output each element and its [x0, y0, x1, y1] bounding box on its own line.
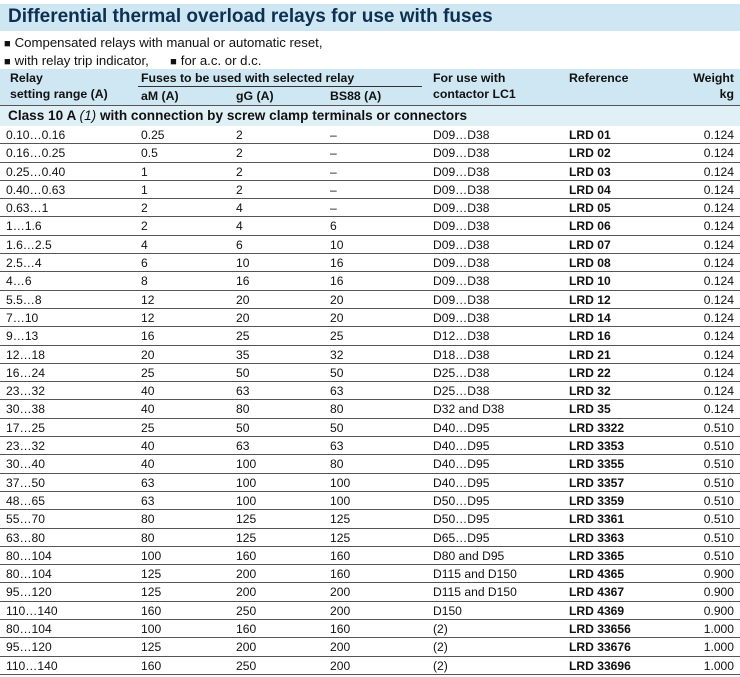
- cell-setting-range: 30…38: [6, 402, 45, 417]
- table-row: [0, 254, 740, 272]
- cell-fuse-gg: 100: [236, 457, 257, 472]
- header-contactor-lc1: contactor LC1: [433, 87, 516, 101]
- cell-fuse-am: 100: [141, 548, 162, 563]
- table-row: [0, 455, 740, 473]
- cell-fuse-bs88: 6: [330, 219, 337, 234]
- table-row: [0, 163, 740, 181]
- cell-fuse-am: 12: [141, 292, 155, 307]
- table-row: [0, 364, 740, 382]
- cell-fuse-am: 0.25: [141, 128, 165, 142]
- cell-setting-range: 63…80: [6, 530, 45, 545]
- header-bs88: BS88 (A): [330, 89, 382, 103]
- cell-reference: LRD 4367: [569, 585, 625, 600]
- cell-setting-range: 110…140: [6, 603, 58, 618]
- cell-fuse-gg: 63: [236, 439, 250, 454]
- cell-reference: LRD 02: [569, 146, 611, 161]
- title-bar: [0, 4, 740, 31]
- cell-fuse-am: 100: [141, 622, 162, 637]
- cell-fuse-gg: 200: [236, 585, 257, 600]
- cell-reference: LRD 21: [569, 347, 611, 362]
- cell-fuse-bs88: 160: [330, 622, 351, 637]
- cell-weight: 0.510: [703, 512, 734, 527]
- cell-contactor: D80 and D95: [433, 548, 505, 563]
- cell-weight: 0.510: [703, 548, 734, 563]
- cell-setting-range: 7…10: [6, 310, 39, 325]
- cell-fuse-gg: 2: [236, 146, 243, 161]
- cell-contactor: D40…D95: [433, 457, 490, 472]
- cell-fuse-am: 4: [141, 237, 148, 252]
- cell-contactor: D09…D38: [433, 182, 490, 197]
- table-row: [0, 236, 740, 254]
- cell-fuse-am: 2: [141, 219, 148, 234]
- cell-fuse-am: 40: [141, 457, 155, 472]
- header-weight-unit: kg: [719, 87, 734, 101]
- cell-reference: LRD 4369: [569, 603, 625, 618]
- cell-fuse-bs88: –: [330, 201, 337, 216]
- table-row: [0, 620, 740, 638]
- cell-fuse-bs88: 63: [330, 439, 344, 454]
- cell-reference: LRD 3361: [569, 512, 625, 527]
- cell-fuse-gg: 6: [236, 237, 243, 252]
- cell-weight: 0.510: [703, 475, 734, 490]
- cell-fuse-bs88: 32: [330, 347, 344, 362]
- cell-fuse-gg: 200: [236, 567, 257, 582]
- cell-contactor: D25…D38: [433, 365, 490, 380]
- table-row: [0, 657, 740, 675]
- cell-reference: LRD 3353: [569, 439, 625, 454]
- cell-contactor: D150: [433, 603, 462, 618]
- cell-fuse-am: 16: [141, 329, 155, 344]
- feature-item: with relay trip indicator,: [14, 52, 149, 68]
- cell-reference: LRD 3322: [569, 420, 625, 435]
- cell-reference: LRD 16: [569, 329, 611, 344]
- table-row: [0, 474, 740, 492]
- cell-contactor: D09…D38: [433, 256, 490, 271]
- cell-fuse-gg: 25: [236, 329, 250, 344]
- cell-contactor: D32 and D38: [433, 402, 505, 417]
- cell-weight: 0.124: [703, 384, 734, 399]
- cell-fuse-bs88: 80: [330, 402, 344, 417]
- cell-fuse-gg: 200: [236, 640, 257, 655]
- cell-fuse-am: 0.5: [141, 146, 158, 161]
- cell-setting-range: 17…25: [6, 420, 45, 435]
- cell-setting-range: 37…50: [6, 475, 45, 490]
- cell-fuse-am: 40: [141, 439, 155, 454]
- table-row: [0, 583, 740, 601]
- cell-weight: 0.124: [703, 274, 734, 289]
- table-row: [0, 181, 740, 199]
- section-title: Class 10 A (1) with connection by screw clamp terminals or connectors: [8, 108, 468, 123]
- cell-contactor: D09…D38: [433, 201, 490, 216]
- header-relay: Relay: [10, 71, 43, 85]
- cell-fuse-bs88: 125: [330, 512, 351, 527]
- cell-weight: 0.124: [703, 164, 734, 179]
- header-fuses: Fuses to be used with selected relay: [141, 71, 355, 85]
- cell-setting-range: 4…6: [6, 274, 32, 289]
- cell-weight: 0.124: [703, 182, 734, 197]
- feature-line-1: [4, 35, 323, 53]
- cell-fuse-am: 125: [141, 567, 162, 582]
- table-row: [0, 547, 740, 565]
- cell-fuse-bs88: 25: [330, 329, 344, 344]
- header-weight: Weight: [693, 71, 734, 85]
- cell-fuse-gg: 35: [236, 347, 250, 362]
- cell-weight: 0.124: [703, 329, 734, 344]
- cell-reference: LRD 33696: [569, 658, 631, 673]
- cell-setting-range: 23…32: [6, 439, 45, 454]
- cell-reference: LRD 32: [569, 384, 611, 399]
- table-row: [0, 217, 740, 235]
- cell-reference: LRD 3357: [569, 475, 625, 490]
- cell-setting-range: 110…140: [6, 658, 58, 673]
- cell-weight: 0.900: [703, 567, 734, 582]
- feature-item: Compensated relays with manual or automatic reset,: [14, 35, 323, 50]
- cell-setting-range: 0.16…0.25: [6, 146, 66, 161]
- cell-reference: LRD 22: [569, 365, 611, 380]
- cell-fuse-bs88: 200: [330, 658, 351, 673]
- cell-contactor: D115 and D150: [433, 567, 517, 582]
- cell-setting-range: 80…104: [6, 567, 52, 582]
- header-relay-range: setting range (A): [10, 87, 108, 101]
- cell-setting-range: 0.10…0.16: [6, 128, 66, 142]
- cell-fuse-bs88: 63: [330, 384, 344, 399]
- cell-fuse-am: 80: [141, 530, 155, 545]
- cell-fuse-am: 6: [141, 256, 148, 271]
- cell-setting-range: 0.40…0.63: [6, 182, 66, 197]
- cell-reference: LRD 4365: [569, 567, 625, 582]
- table-row: [0, 327, 740, 345]
- cell-weight: 0.510: [703, 420, 734, 435]
- table-header: [0, 69, 740, 105]
- cell-setting-range: 0.25…0.40: [6, 164, 66, 179]
- cell-fuse-am: 125: [141, 585, 162, 600]
- cell-weight: 0.510: [703, 530, 734, 545]
- table-row: [0, 492, 740, 510]
- cell-fuse-am: 80: [141, 512, 155, 527]
- cell-reference: LRD 35: [569, 402, 611, 417]
- cell-fuse-bs88: –: [330, 146, 337, 161]
- cell-setting-range: 0.63…1: [6, 201, 49, 216]
- cell-fuse-am: 2: [141, 201, 148, 216]
- cell-reference: LRD 33656: [569, 622, 631, 637]
- cell-fuse-bs88: 200: [330, 603, 351, 618]
- cell-fuse-gg: 160: [236, 622, 257, 637]
- table-row: [0, 510, 740, 528]
- cell-reference: LRD 01: [569, 128, 611, 142]
- cell-reference: LRD 07: [569, 237, 611, 252]
- header-contactor: For use with: [433, 71, 506, 85]
- cell-fuse-bs88: 100: [330, 493, 351, 508]
- cell-fuse-gg: 4: [236, 201, 243, 216]
- cell-weight: 0.510: [703, 493, 734, 508]
- cell-fuse-bs88: 16: [330, 274, 344, 289]
- cell-setting-range: 55…70: [6, 512, 45, 527]
- cell-contactor: D09…D38: [433, 274, 490, 289]
- cell-weight: 0.124: [703, 402, 734, 417]
- cell-fuse-gg: 160: [236, 548, 257, 563]
- cell-fuse-bs88: 16: [330, 256, 344, 271]
- page-title: Differential thermal overload relays for use with fuses: [8, 6, 493, 27]
- table-row: [0, 437, 740, 455]
- cell-fuse-am: 20: [141, 347, 155, 362]
- cell-setting-range: 9…13: [6, 329, 39, 344]
- cell-weight: 1.000: [703, 622, 734, 637]
- cell-fuse-bs88: 100: [330, 475, 351, 490]
- table-row: [0, 291, 740, 309]
- cell-setting-range: 1.6…2.5: [6, 237, 52, 252]
- section-heading: [0, 105, 740, 126]
- cell-weight: 0.900: [703, 603, 734, 618]
- cell-contactor: D40…D95: [433, 420, 490, 435]
- cell-weight: 0.124: [703, 365, 734, 380]
- cell-setting-range: 16…24: [6, 365, 45, 380]
- cell-fuse-bs88: 80: [330, 457, 344, 472]
- header-gg: gG (A): [236, 89, 274, 103]
- cell-fuse-bs88: 200: [330, 640, 351, 655]
- cell-contactor: D09…D38: [433, 310, 490, 325]
- cell-fuse-bs88: 125: [330, 530, 351, 545]
- cell-fuse-gg: 63: [236, 384, 250, 399]
- cell-fuse-gg: 2: [236, 164, 243, 179]
- cell-fuse-gg: 10: [236, 256, 250, 271]
- bullet-square-icon: ■: [4, 55, 11, 68]
- cell-contactor: D115 and D150: [433, 585, 517, 600]
- cell-fuse-gg: 100: [236, 475, 257, 490]
- cell-fuse-gg: 100: [236, 493, 257, 508]
- cell-fuse-bs88: 20: [330, 310, 344, 325]
- table-row: [0, 638, 740, 656]
- cell-contactor: (2): [433, 640, 448, 655]
- cell-contactor: D09…D38: [433, 128, 490, 142]
- cell-setting-range: 80…104: [6, 622, 52, 637]
- table-row: [0, 419, 740, 437]
- cell-reference: LRD 3365: [569, 548, 625, 563]
- cell-weight: 0.510: [703, 457, 734, 472]
- header-divider: [138, 86, 422, 87]
- cell-reference: LRD 3355: [569, 457, 625, 472]
- header-reference: Reference: [569, 71, 629, 85]
- cell-fuse-gg: 2: [236, 128, 243, 142]
- cell-fuse-am: 40: [141, 402, 155, 417]
- cell-setting-range: 95…120: [6, 585, 52, 600]
- cell-contactor: D65…D95: [433, 530, 490, 545]
- feature-list: [4, 35, 323, 70]
- cell-fuse-bs88: –: [330, 164, 337, 179]
- cell-fuse-am: 1: [141, 182, 148, 197]
- cell-setting-range: 2.5…4: [6, 256, 42, 271]
- cell-fuse-am: 12: [141, 310, 155, 325]
- cell-fuse-bs88: 200: [330, 585, 351, 600]
- cell-fuse-gg: 250: [236, 658, 257, 673]
- cell-fuse-bs88: –: [330, 182, 337, 197]
- cell-weight: 1.000: [703, 640, 734, 655]
- cell-reference: LRD 14: [569, 310, 611, 325]
- cell-fuse-gg: 20: [236, 310, 250, 325]
- cell-contactor: D40…D95: [433, 475, 490, 490]
- cell-fuse-am: 63: [141, 475, 155, 490]
- cell-weight: 0.124: [703, 256, 734, 271]
- cell-fuse-bs88: 50: [330, 365, 344, 380]
- cell-setting-range: 12…18: [6, 347, 45, 362]
- cell-fuse-gg: 50: [236, 420, 250, 435]
- table-row: [0, 126, 740, 144]
- cell-weight: 0.510: [703, 439, 734, 454]
- cell-fuse-gg: 80: [236, 402, 250, 417]
- cell-fuse-am: 160: [141, 658, 162, 673]
- table-row: [0, 272, 740, 290]
- cell-fuse-bs88: –: [330, 128, 337, 142]
- cell-contactor: D12…D38: [433, 329, 490, 344]
- cell-contactor: D25…D38: [433, 384, 490, 399]
- cell-weight: 0.124: [703, 347, 734, 362]
- cell-fuse-am: 40: [141, 384, 155, 399]
- bullet-square-icon: ■: [4, 38, 11, 50]
- cell-setting-range: 48…65: [6, 493, 45, 508]
- cell-reference: LRD 08: [569, 256, 611, 271]
- cell-fuse-gg: 16: [236, 274, 250, 289]
- table-row: [0, 565, 740, 583]
- cell-weight: 0.900: [703, 585, 734, 600]
- cell-reference: LRD 12: [569, 292, 611, 307]
- cell-fuse-am: 160: [141, 603, 162, 618]
- cell-weight: 0.124: [703, 292, 734, 307]
- relay-table-body: [0, 126, 740, 675]
- cell-fuse-gg: 125: [236, 530, 257, 545]
- cell-fuse-am: 125: [141, 640, 162, 655]
- table-row: [0, 144, 740, 162]
- cell-setting-range: 30…40: [6, 457, 45, 472]
- cell-contactor: D09…D38: [433, 146, 490, 161]
- cell-fuse-bs88: 160: [330, 567, 351, 582]
- cell-fuse-am: 25: [141, 365, 155, 380]
- cell-contactor: D18…D38: [433, 347, 490, 362]
- cell-contactor: D09…D38: [433, 164, 490, 179]
- cell-setting-range: 95…120: [6, 640, 52, 655]
- cell-reference: LRD 3359: [569, 493, 625, 508]
- cell-contactor: D09…D38: [433, 219, 490, 234]
- cell-fuse-am: 25: [141, 420, 155, 435]
- cell-contactor: D40…D95: [433, 439, 490, 454]
- cell-weight: 1.000: [703, 658, 734, 673]
- cell-setting-range: 1…1.6: [6, 219, 42, 234]
- cell-fuse-gg: 4: [236, 219, 243, 234]
- cell-weight: 0.124: [703, 310, 734, 325]
- cell-fuse-gg: 2: [236, 182, 243, 197]
- table-row: [0, 602, 740, 620]
- cell-reference: LRD 3363: [569, 530, 625, 545]
- feature-item: for a.c. or d.c.: [180, 52, 262, 68]
- feature-line-2: [4, 53, 323, 71]
- cell-fuse-gg: 20: [236, 292, 250, 307]
- cell-contactor: D50…D95: [433, 512, 490, 527]
- table-row: [0, 199, 740, 217]
- cell-fuse-am: 8: [141, 274, 148, 289]
- table-row: [0, 529, 740, 547]
- cell-reference: LRD 03: [569, 164, 611, 179]
- cell-weight: 0.124: [703, 219, 734, 234]
- cell-fuse-am: 63: [141, 493, 155, 508]
- cell-setting-range: 23…32: [6, 384, 45, 399]
- cell-contactor: (2): [433, 658, 448, 673]
- cell-reference: LRD 33676: [569, 640, 631, 655]
- cell-reference: LRD 05: [569, 201, 611, 216]
- table-row: [0, 346, 740, 364]
- cell-fuse-bs88: 50: [330, 420, 344, 435]
- bullet-square-icon: ■: [170, 55, 177, 68]
- cell-fuse-bs88: 10: [330, 237, 344, 252]
- table-row: [0, 309, 740, 327]
- cell-setting-range: 80…104: [6, 548, 52, 563]
- cell-weight: 0.124: [703, 128, 734, 142]
- cell-setting-range: 5.5…8: [6, 292, 42, 307]
- cell-weight: 0.124: [703, 201, 734, 216]
- cell-contactor: (2): [433, 622, 448, 637]
- cell-contactor: D09…D38: [433, 292, 490, 307]
- cell-weight: 0.124: [703, 237, 734, 252]
- cell-contactor: D50…D95: [433, 493, 490, 508]
- header-am: aM (A): [141, 89, 179, 103]
- cell-reference: LRD 04: [569, 182, 611, 197]
- table-row: [0, 400, 740, 418]
- cell-fuse-am: 1: [141, 164, 148, 179]
- cell-contactor: D09…D38: [433, 237, 490, 252]
- cell-fuse-bs88: 20: [330, 292, 344, 307]
- cell-reference: LRD 06: [569, 219, 611, 234]
- cell-reference: LRD 10: [569, 274, 611, 289]
- table-row: [0, 382, 740, 400]
- cell-fuse-gg: 250: [236, 603, 257, 618]
- cell-fuse-gg: 125: [236, 512, 257, 527]
- cell-fuse-bs88: 160: [330, 548, 351, 563]
- cell-weight: 0.124: [703, 146, 734, 161]
- cell-fuse-gg: 50: [236, 365, 250, 380]
